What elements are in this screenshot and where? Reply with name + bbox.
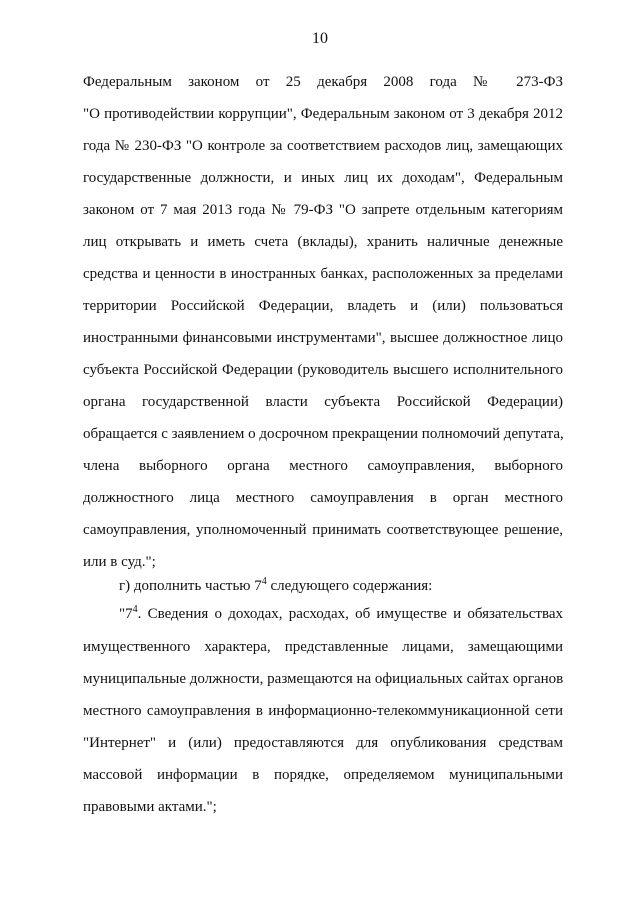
paragraph-1-line: или в суд.";: [83, 554, 156, 570]
superscript-index: 4: [261, 576, 267, 587]
paragraph-1-line: законом от 7 мая 2013 года № 79-ФЗ "О запрете отдельным категориям: [83, 202, 563, 218]
paragraph-1-line: лиц открывать и иметь счета (вклады), хранить наличные денежные: [83, 234, 563, 250]
paragraph-3-line: массовой информации в порядке, определяемом муниципальными: [83, 767, 563, 783]
paragraph-3-line: имущественного характера, представленные лицами, замещающими: [83, 639, 563, 655]
paragraph-1-line: должностного лица местного самоуправления в орган местного: [83, 490, 563, 506]
paragraph-3-line: правовыми актами.";: [83, 799, 217, 815]
paragraph-1-line: самоуправления, уполномоченный принимать соответствующее решение,: [83, 522, 563, 538]
paragraph-3-line: муниципальные должности, размещаются на официальных сайтах органов: [83, 671, 564, 687]
paragraph-3-first-line: [119, 604, 563, 624]
paragraph-1-line: субъекта Российской Федерации (руководитель высшего исполнительного: [83, 362, 563, 378]
paragraph-2-text: г) дополнить частью 7: [119, 578, 262, 594]
paragraph-1-line: территории Российской Федерации, владеть и (или) пользоваться: [83, 298, 563, 314]
paragraph-1-line: "О противодействии коррупции", Федеральным законом от 3 декабря 2012: [83, 106, 563, 122]
paragraph-3-first-line-text: . Сведения о доходах, расходах, об имуществе и обязательствах: [137, 606, 563, 622]
superscript-index: 4: [132, 604, 138, 615]
paragraph-3-quote-number: "7: [119, 606, 133, 622]
paragraph-1-line: государственные должности, и иных лиц их доходам", Федеральным: [83, 170, 563, 186]
paragraph-3-line: "Интернет" и (или) предоставляются для опубликования средствам: [83, 735, 563, 751]
paragraph-1-line: года № 230-ФЗ "О контроле за соответствием расходов лиц, замещающих: [83, 138, 563, 154]
paragraph-1-line: иностранными финансовыми инструментами", высшее должностное лицо: [83, 330, 563, 346]
paragraph-1-line: члена выборного органа местного самоуправления, выборного: [83, 458, 563, 474]
paragraph-2-line: [119, 576, 432, 596]
paragraph-2-text-tail: следующего содержания:: [266, 578, 433, 594]
paragraph-1-line: обращается с заявлением о досрочном прекращении полномочий депутата,: [83, 426, 564, 442]
paragraph-3-line: местного самоуправления в информационно-телекоммуникационной сети: [83, 703, 563, 719]
page-number: 10: [312, 30, 328, 47]
paragraph-1-line: средства и ценности в иностранных банках, расположенных за пределами: [83, 266, 563, 282]
paragraph-1-line: органа государственной власти субъекта Российской Федерации): [83, 394, 563, 410]
paragraph-1-line: Федеральным законом от 25 декабря 2008 года № 273-ФЗ: [83, 74, 563, 90]
